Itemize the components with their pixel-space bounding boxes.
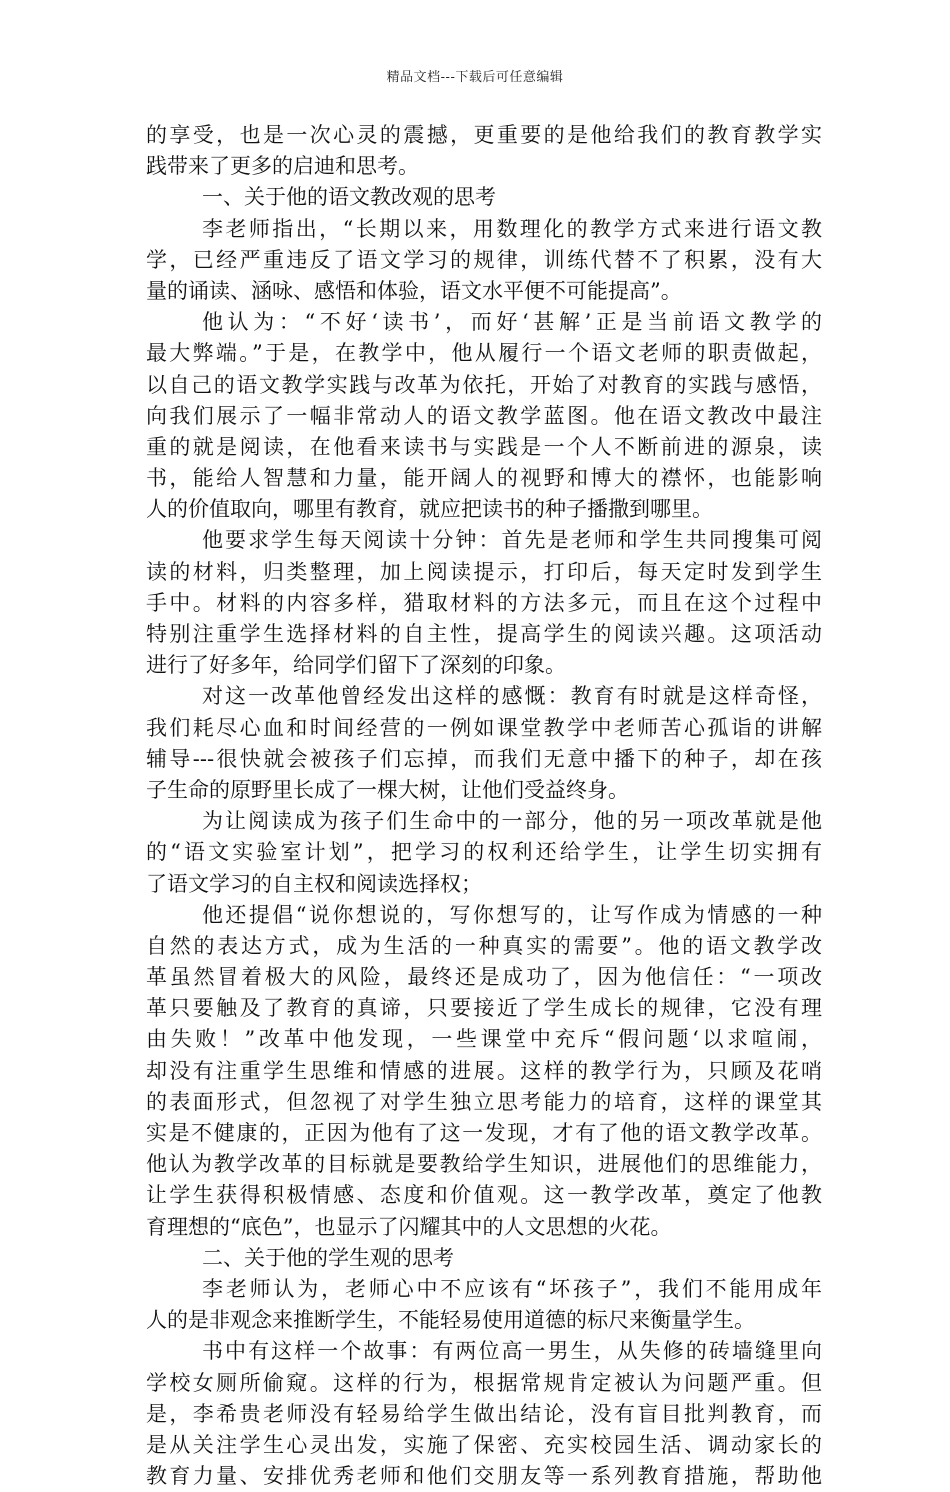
text-line: 的享受，也是一次心灵的震撼，更重要的是他给我们的教育教学实 bbox=[146, 123, 822, 147]
text-line: 人的是非观念来推断学生，不能轻易使用道德的标尺来衡量学生。 bbox=[146, 1308, 755, 1333]
text-line: 子生命的原野里长成了一棵大树，让他们受益终身。 bbox=[146, 777, 629, 802]
text-line: 手中。材料的内容多样，猎取材料的方法多元，而且在这个过程中 bbox=[146, 590, 822, 615]
text-line: 书，能给人智慧和力量，能开阔人的视野和博大的襟怀，也能影响 bbox=[146, 466, 822, 491]
text-line: 以自己的语文教学实践与改革为依托，开始了对教育的实践与感悟， bbox=[146, 372, 822, 397]
text-line: 二、关于他的学生观的思考 bbox=[202, 1245, 454, 1270]
text-line: 量的诵读、涵咏、感悟和体验，语文水平便不可能提高”。 bbox=[146, 278, 682, 303]
text-line: 进行了好多年，给同学们留下了深刻的印象。 bbox=[146, 653, 566, 678]
text-line: 向我们展示了一幅非常动人的语文教学蓝图。他在语文教改中最注 bbox=[146, 403, 822, 428]
text-line: 一、关于他的语文教改观的思考 bbox=[202, 185, 496, 210]
text-line: 对这一改革他曾经发出这样的感慨：教育有时就是这样奇怪， bbox=[202, 684, 822, 709]
text-line: 重的就是阅读，在他看来读书与实践是一个人不断前进的源泉，读 bbox=[146, 434, 822, 459]
text-line: 革只要触及了教育的真谛，只要接近了学生成长的规律，它没有理 bbox=[146, 996, 822, 1021]
text-line: 让学生获得积极情感、态度和价值观。这一教学改革，奠定了他教 bbox=[146, 1183, 822, 1208]
text-line: 我们耗尽心血和时间经营的一例如课堂教学中老师苦心孤诣的讲解 bbox=[146, 715, 822, 740]
text-line: 特别注重学生选择材料的自主性，提高学生的阅读兴趣。这项活动 bbox=[146, 622, 822, 646]
text-line: 革虽然冒着极大的风险，最终还是成功了，因为他信任：“一项改 bbox=[146, 965, 822, 990]
text-line: 他还提倡“说你想说的，写你想写的，让写作成为情感的一种 bbox=[202, 902, 822, 927]
text-line: 是，李希贵老师没有轻易给学生做出结论，没有盲目批判教育，而 bbox=[146, 1401, 822, 1426]
text-line: 他要求学生每天阅读十分钟：首先是老师和学生共同搜集可阅 bbox=[202, 528, 822, 553]
text-line: 读的材料，归类整理，加上阅读提示，打印后，每天定时发到学生 bbox=[146, 559, 822, 584]
text-line: 由失败！”改革中他发现，一些课堂中充斥“假问题‘以求喧闹， bbox=[146, 1027, 822, 1052]
text-line: 李老师认为，老师心中不应该有“坏孩子”，我们不能用成年 bbox=[202, 1276, 822, 1301]
text-line: 他认为：“不好‘读书’，而好‘甚解’正是当前语文教学的 bbox=[202, 310, 822, 335]
text-line: 育理想的“底色”，也显示了闪耀其中的人文思想的火花。 bbox=[146, 1214, 672, 1239]
page-header: 精品文档---下载后可任意编辑 bbox=[386, 70, 564, 85]
text-line: 的表面形式，但忽视了对学生独立思考能力的培育，这样的课堂其 bbox=[146, 1089, 822, 1114]
text-line: 学，已经严重违反了语文学习的规律，训练代替不了积累，没有大 bbox=[146, 247, 822, 272]
text-line: 践带来了更多的启迪和思考。 bbox=[146, 154, 419, 179]
text-line: 书中有这样一个故事：有两位高一男生，从失修的砖墙缝里向 bbox=[202, 1339, 822, 1364]
text-line: 最大弊端。”于是，在教学中，他从履行一个语文老师的职责做起， bbox=[146, 341, 822, 366]
text-line: 教育力量、安排优秀老师和他们交朋友等一系列教育措施，帮助他 bbox=[146, 1464, 822, 1489]
text-line: 人的价值取向，哪里有教育，就应把读书的种子播撒到哪里。 bbox=[146, 497, 713, 522]
text-line: 他认为教学改革的目标就是要教给学生知识，进展他们的思维能力， bbox=[146, 1152, 822, 1177]
text-line: 了语文学习的自主权和阅读选择权； bbox=[146, 871, 482, 896]
text-line: 实是不健康的，正因为他有了这一发现，才有了他的语文教学改革。 bbox=[146, 1121, 822, 1145]
text-line: 辅导---很快就会被孩子们忘掉，而我们无意中播下的种子，却在孩 bbox=[146, 746, 822, 771]
document-body bbox=[146, 120, 822, 1492]
text-line: 是从关注学生心灵出发，实施了保密、充实校园生活、调动家长的 bbox=[146, 1432, 822, 1457]
text-line: 的“语文实验室计划”，把学习的权利还给学生，让学生切实拥有 bbox=[146, 840, 822, 865]
text-line: 学校女厕所偷窥。这样的行为，根据常规肯定被认为问题严重。但 bbox=[146, 1370, 822, 1395]
text-line: 李老师指出，“长期以来，用数理化的教学方式来进行语文教 bbox=[202, 216, 822, 241]
text-line: 自然的表达方式，成为生活的一种真实的需要”。他的语文教学改 bbox=[146, 933, 822, 958]
text-line: 却没有注重学生思维和情感的进展。这样的教学行为，只顾及花哨 bbox=[146, 1058, 822, 1083]
text-line: 为让阅读成为孩子们生命中的一部分，他的另一项改革就是他 bbox=[202, 809, 822, 834]
